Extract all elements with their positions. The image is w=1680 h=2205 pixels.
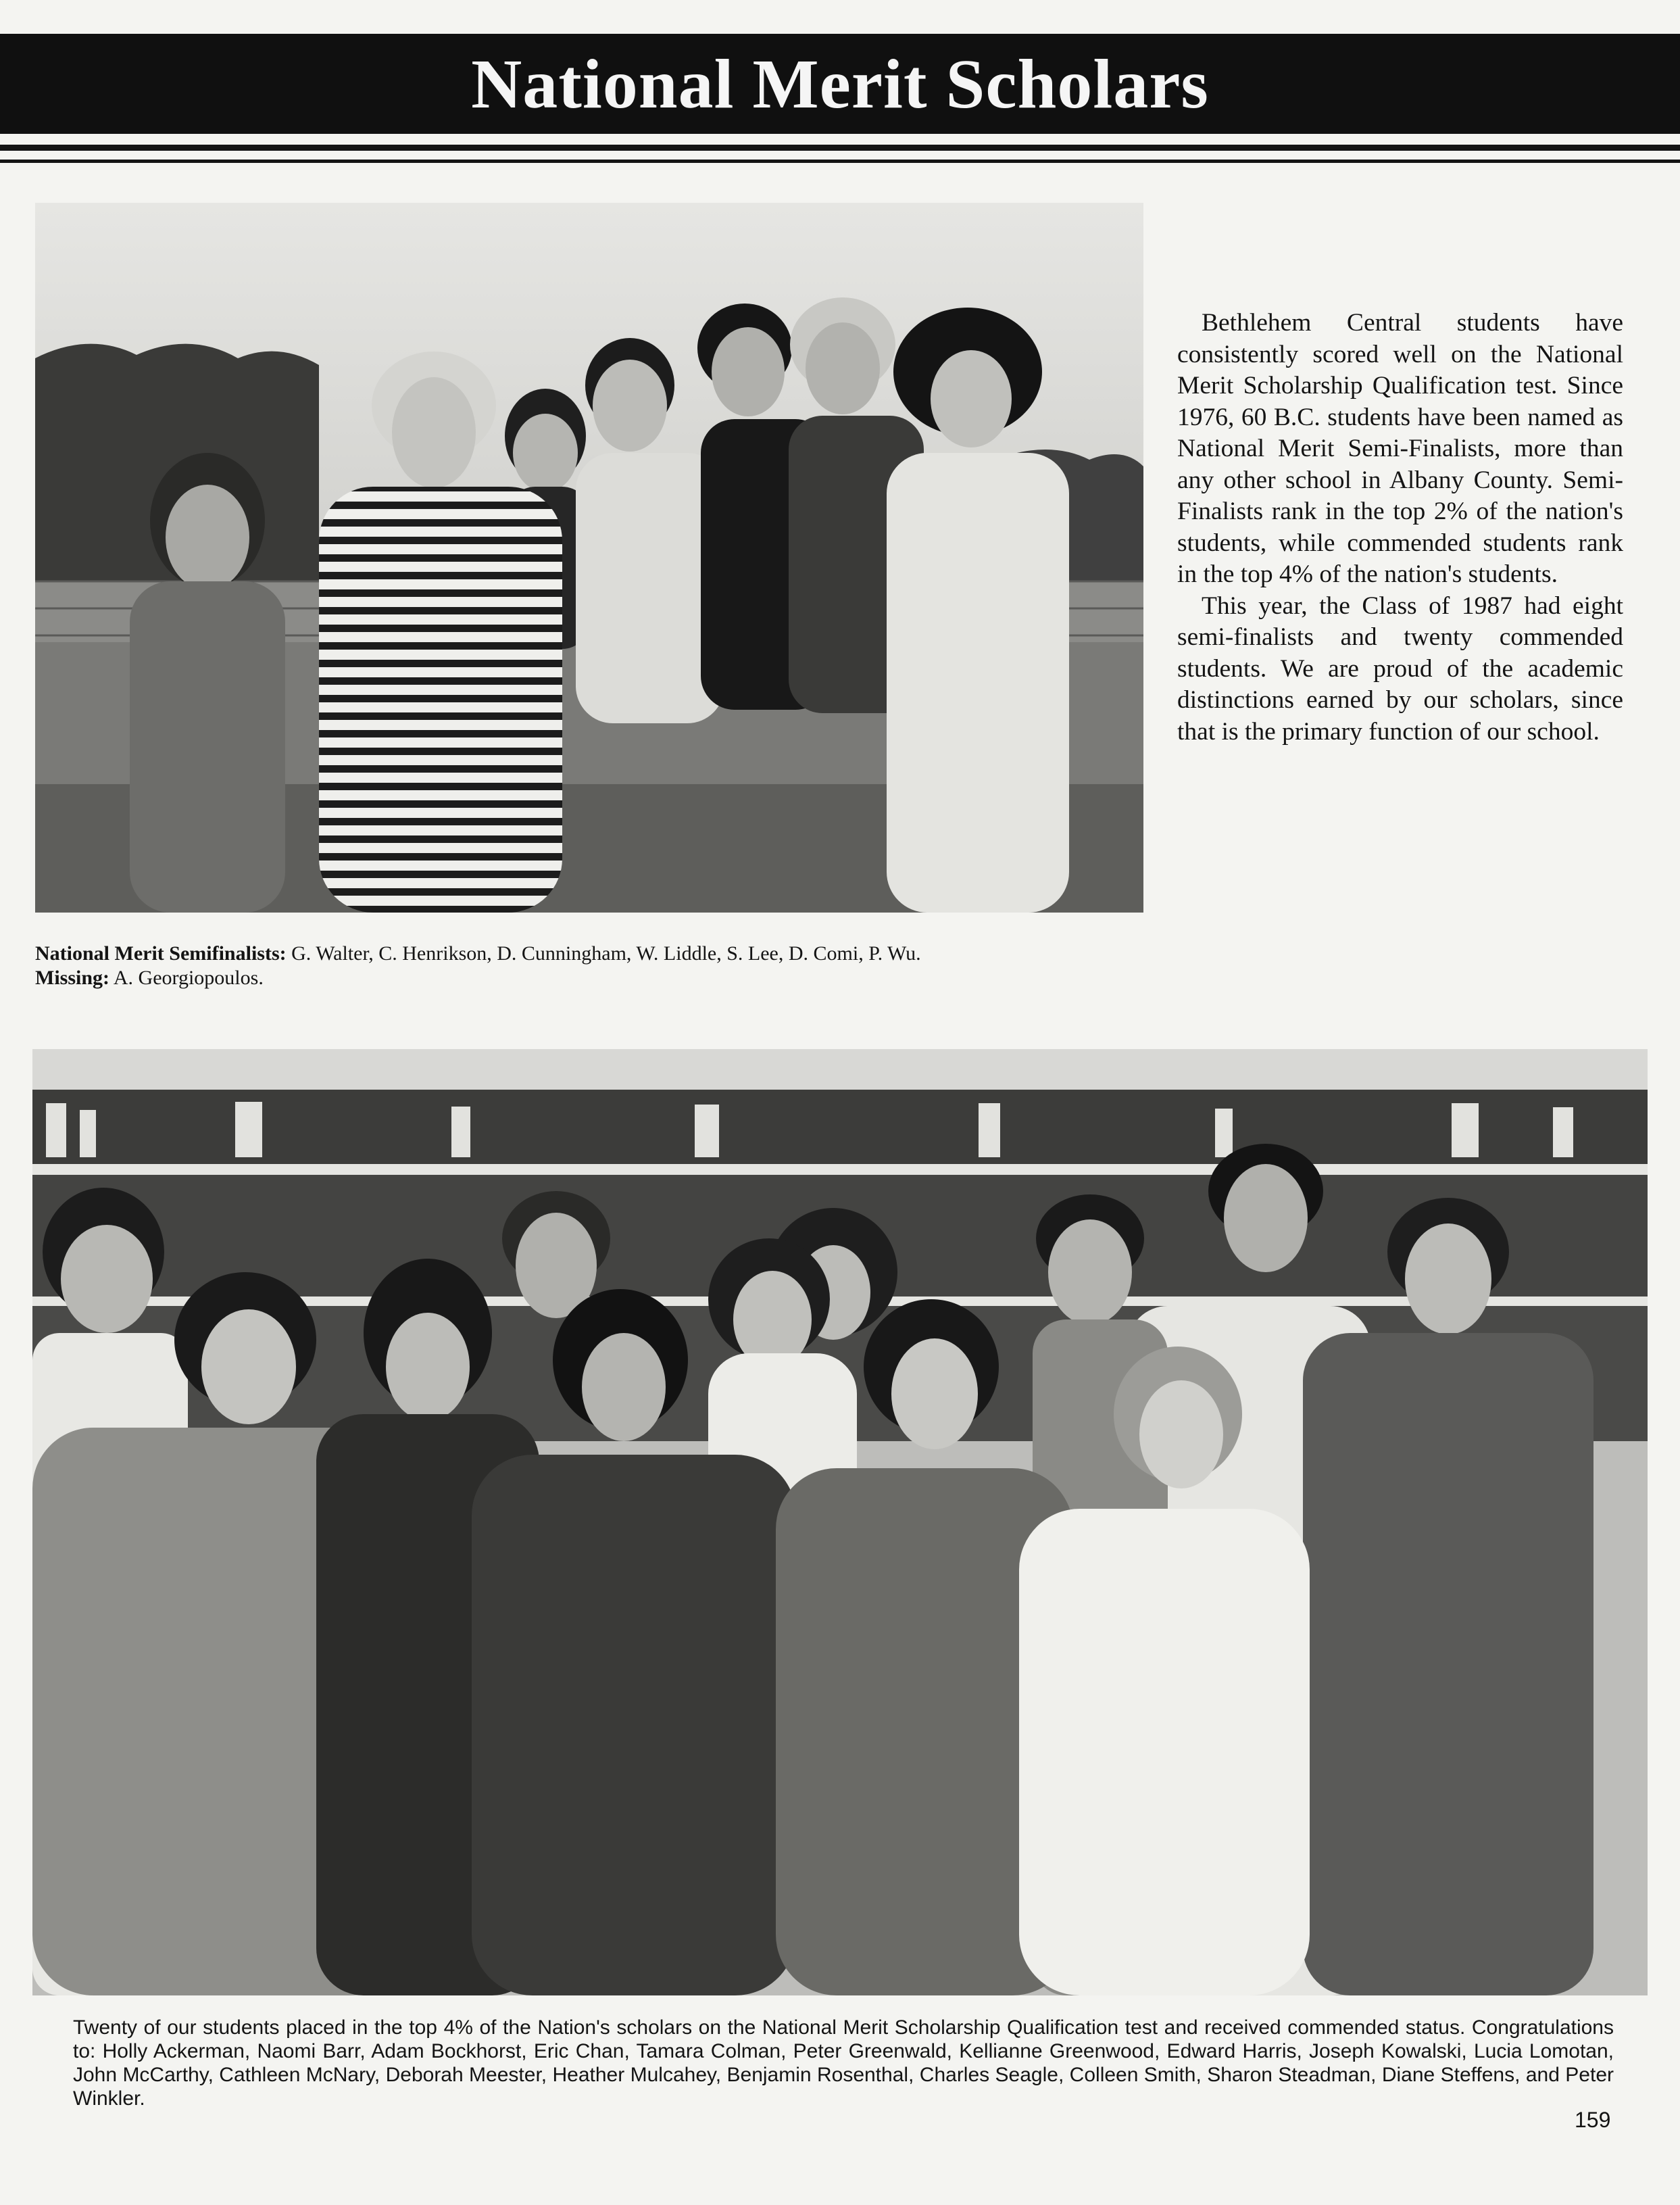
page-title: National Merit Scholars xyxy=(471,45,1209,123)
missing-names: A. Georgiopoulos. xyxy=(113,967,264,989)
semifinalists-caption xyxy=(35,942,1170,990)
header-rule-thick xyxy=(0,145,1680,151)
article-paragraph-1: Bethlehem Central students have consistently scored well on the National Merit Scholarship Qualification test. Since 1976, 60 B.C. students have been named as National Merit Semi-Finalists, more than any other school in Albany County. Semi-Finalists rank in the top 2% of the nation's students, while commended students rank in the top 4% of the nation's students. xyxy=(1177,309,1623,588)
commended-caption: Twenty of our students placed in the top 4% of the Nation's scholars on the National Merit Scholarship Qualification test and received commended status. Congratulations to: Holly Ackerman, Naomi Barr, Adam Bockhorst, Eric Chan, Tamara Colman, Peter Greenwald, Kellianne Greenwood, Edward Harris, Joseph Kowalski, Lucia Lomotan, John McCarthy, Cathleen McNary, Deborah Meester, Heather Mulcahey, Benjamin Rosenthal, Charles Seagle, Colleen Smith, Sharon Steadman, Diane Steffens, and Peter Winkler. xyxy=(73,2016,1614,2110)
commended-students-group-photo xyxy=(32,1049,1648,1995)
article-text xyxy=(1177,308,1623,748)
page-number: 159 xyxy=(1575,2108,1611,2132)
article-paragraph-2: This year, the Class of 1987 had eight semi-finalists and twenty commended students. We are proud of the academic distinctions earned by our scholars, since that is the primary function of our school. xyxy=(1177,591,1623,746)
title-banner xyxy=(0,34,1680,134)
semifinalists-group-photo xyxy=(35,203,1143,913)
missing-label: Missing: xyxy=(35,967,110,989)
semifinalists-names: G. Walter, C. Henrikson, D. Cunningham, W. Liddle, S. Lee, D. Comi, P. Wu. xyxy=(291,942,921,965)
semifinalists-label: National Merit Semifinalists: xyxy=(35,942,287,965)
header-rule-thin xyxy=(0,160,1680,163)
